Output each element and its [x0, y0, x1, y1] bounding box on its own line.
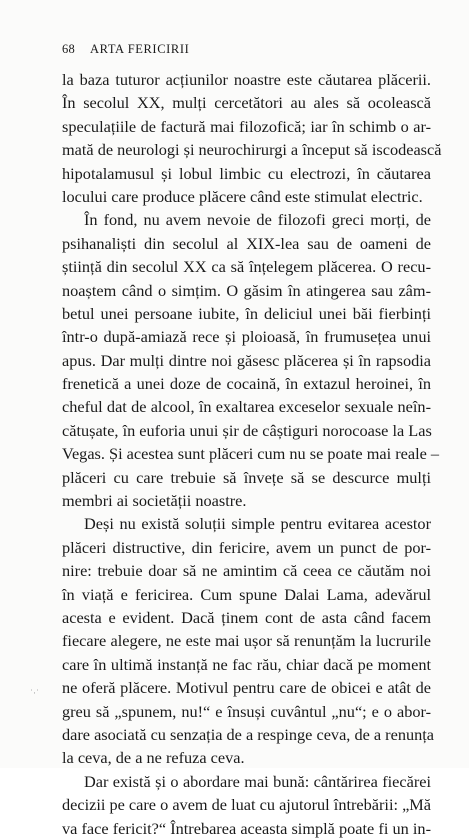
- text-line: hipotalamusul și lobul limbic cu electrozi, în căutarea: [62, 163, 431, 183]
- book-title: ARTA FERICIRII: [90, 42, 190, 56]
- page-number: 68: [62, 42, 75, 56]
- text-line: În fond, nu avem nevoie de filozofi greci morți, de: [84, 210, 431, 230]
- text-line: Deși nu există soluții simple pentru evitarea acestor: [84, 514, 431, 534]
- text-line: psihanaliști din secolul al XIX-lea sau de oameni de: [62, 233, 431, 253]
- text-line: betul unei persoane iubite, în deliciul unei băi fierbinți: [62, 303, 431, 323]
- text-line: locului care produce plăcere când este stimulat electric.: [62, 186, 423, 206]
- text-line: plăceri cu care trebuie să învețe să se descurce mulți: [62, 467, 431, 487]
- text-line: apus. Dar mulți dintre noi găsesc plăcerea și în rapsodia: [62, 350, 431, 370]
- text-line: ne oferă plăcere. Motivul pentru care de obicei e atât de: [62, 678, 431, 698]
- text-line: acesta e evident. Dacă ținem cont de asta când facem: [62, 607, 431, 627]
- text-line: în viață e fericirea. Cum spune Dalai Lama, adevărul: [62, 584, 431, 604]
- text-line: care în ultimă instanță ne fac rău, chiar dacă pe moment: [62, 654, 431, 674]
- body-text: [62, 68, 442, 840]
- text-line: decizii pe care o avem de luat cu ajutorul întrebării: „Mă: [62, 795, 431, 815]
- text-line: cheful dat de alcool, în exaltarea exceselor sexuale neîn-: [62, 397, 431, 417]
- text-line: noaștem când o simțim. O găsim în atingerea sau zâm-: [62, 280, 431, 300]
- text-line: cătușate, în euforia unui șir de câștiguri norocoase la Las: [62, 420, 432, 440]
- text-line: În secolul XX, mulți cercetători au ales să ocolească: [62, 93, 431, 113]
- text-line: fiecare alegere, ne este mai ușor să renunțăm la lucrurile: [62, 631, 431, 651]
- text-line: speculațiile de factură mai filozofică; iar în schimb o ar-: [62, 116, 431, 136]
- text-line: plăceri distructive, din fericire, avem un punct de por-: [62, 537, 431, 557]
- text-line: știință din secolul XX ca să înțelegem plăcerea. O recu-: [62, 257, 431, 277]
- text-line: nire: trebuie doar să ne amintim că ceea ce căutăm noi: [62, 561, 431, 581]
- running-header: [62, 42, 189, 57]
- text-line: Dar există și o abordare mai bună: cântărirea fiecărei: [84, 771, 431, 791]
- text-line: va face fericit?“ Întrebarea aceasta simplă poate fi un in-: [62, 818, 431, 838]
- text-line: într-o după-amiază rece și ploioasă, în frumusețea unui: [62, 327, 431, 347]
- text-line: greu să „spunem, nu!“ e însuși cuvântul „nu“; e o abor-: [62, 701, 431, 721]
- text-line: la ceva, de a ne refuza ceva.: [62, 748, 245, 768]
- text-line: Vegas. Și acestea sunt plăceri cum nu se poate mai reale –: [62, 444, 440, 464]
- text-line: dare asociată cu senzația de a respinge ceva, de a renunța: [62, 724, 434, 744]
- text-line: membri ai societății noastre.: [62, 491, 247, 511]
- text-line: la baza tuturor acțiunilor noastre este căutarea plăcerii.: [62, 70, 431, 89]
- text-line: frenetică a unei doze de cocaină, în extazul heroinei, în: [62, 374, 431, 394]
- paper-speck-mark: ˙·˙: [30, 688, 39, 698]
- text-line: mată de neurologi și neurochirurgi a început să iscodească: [62, 140, 442, 160]
